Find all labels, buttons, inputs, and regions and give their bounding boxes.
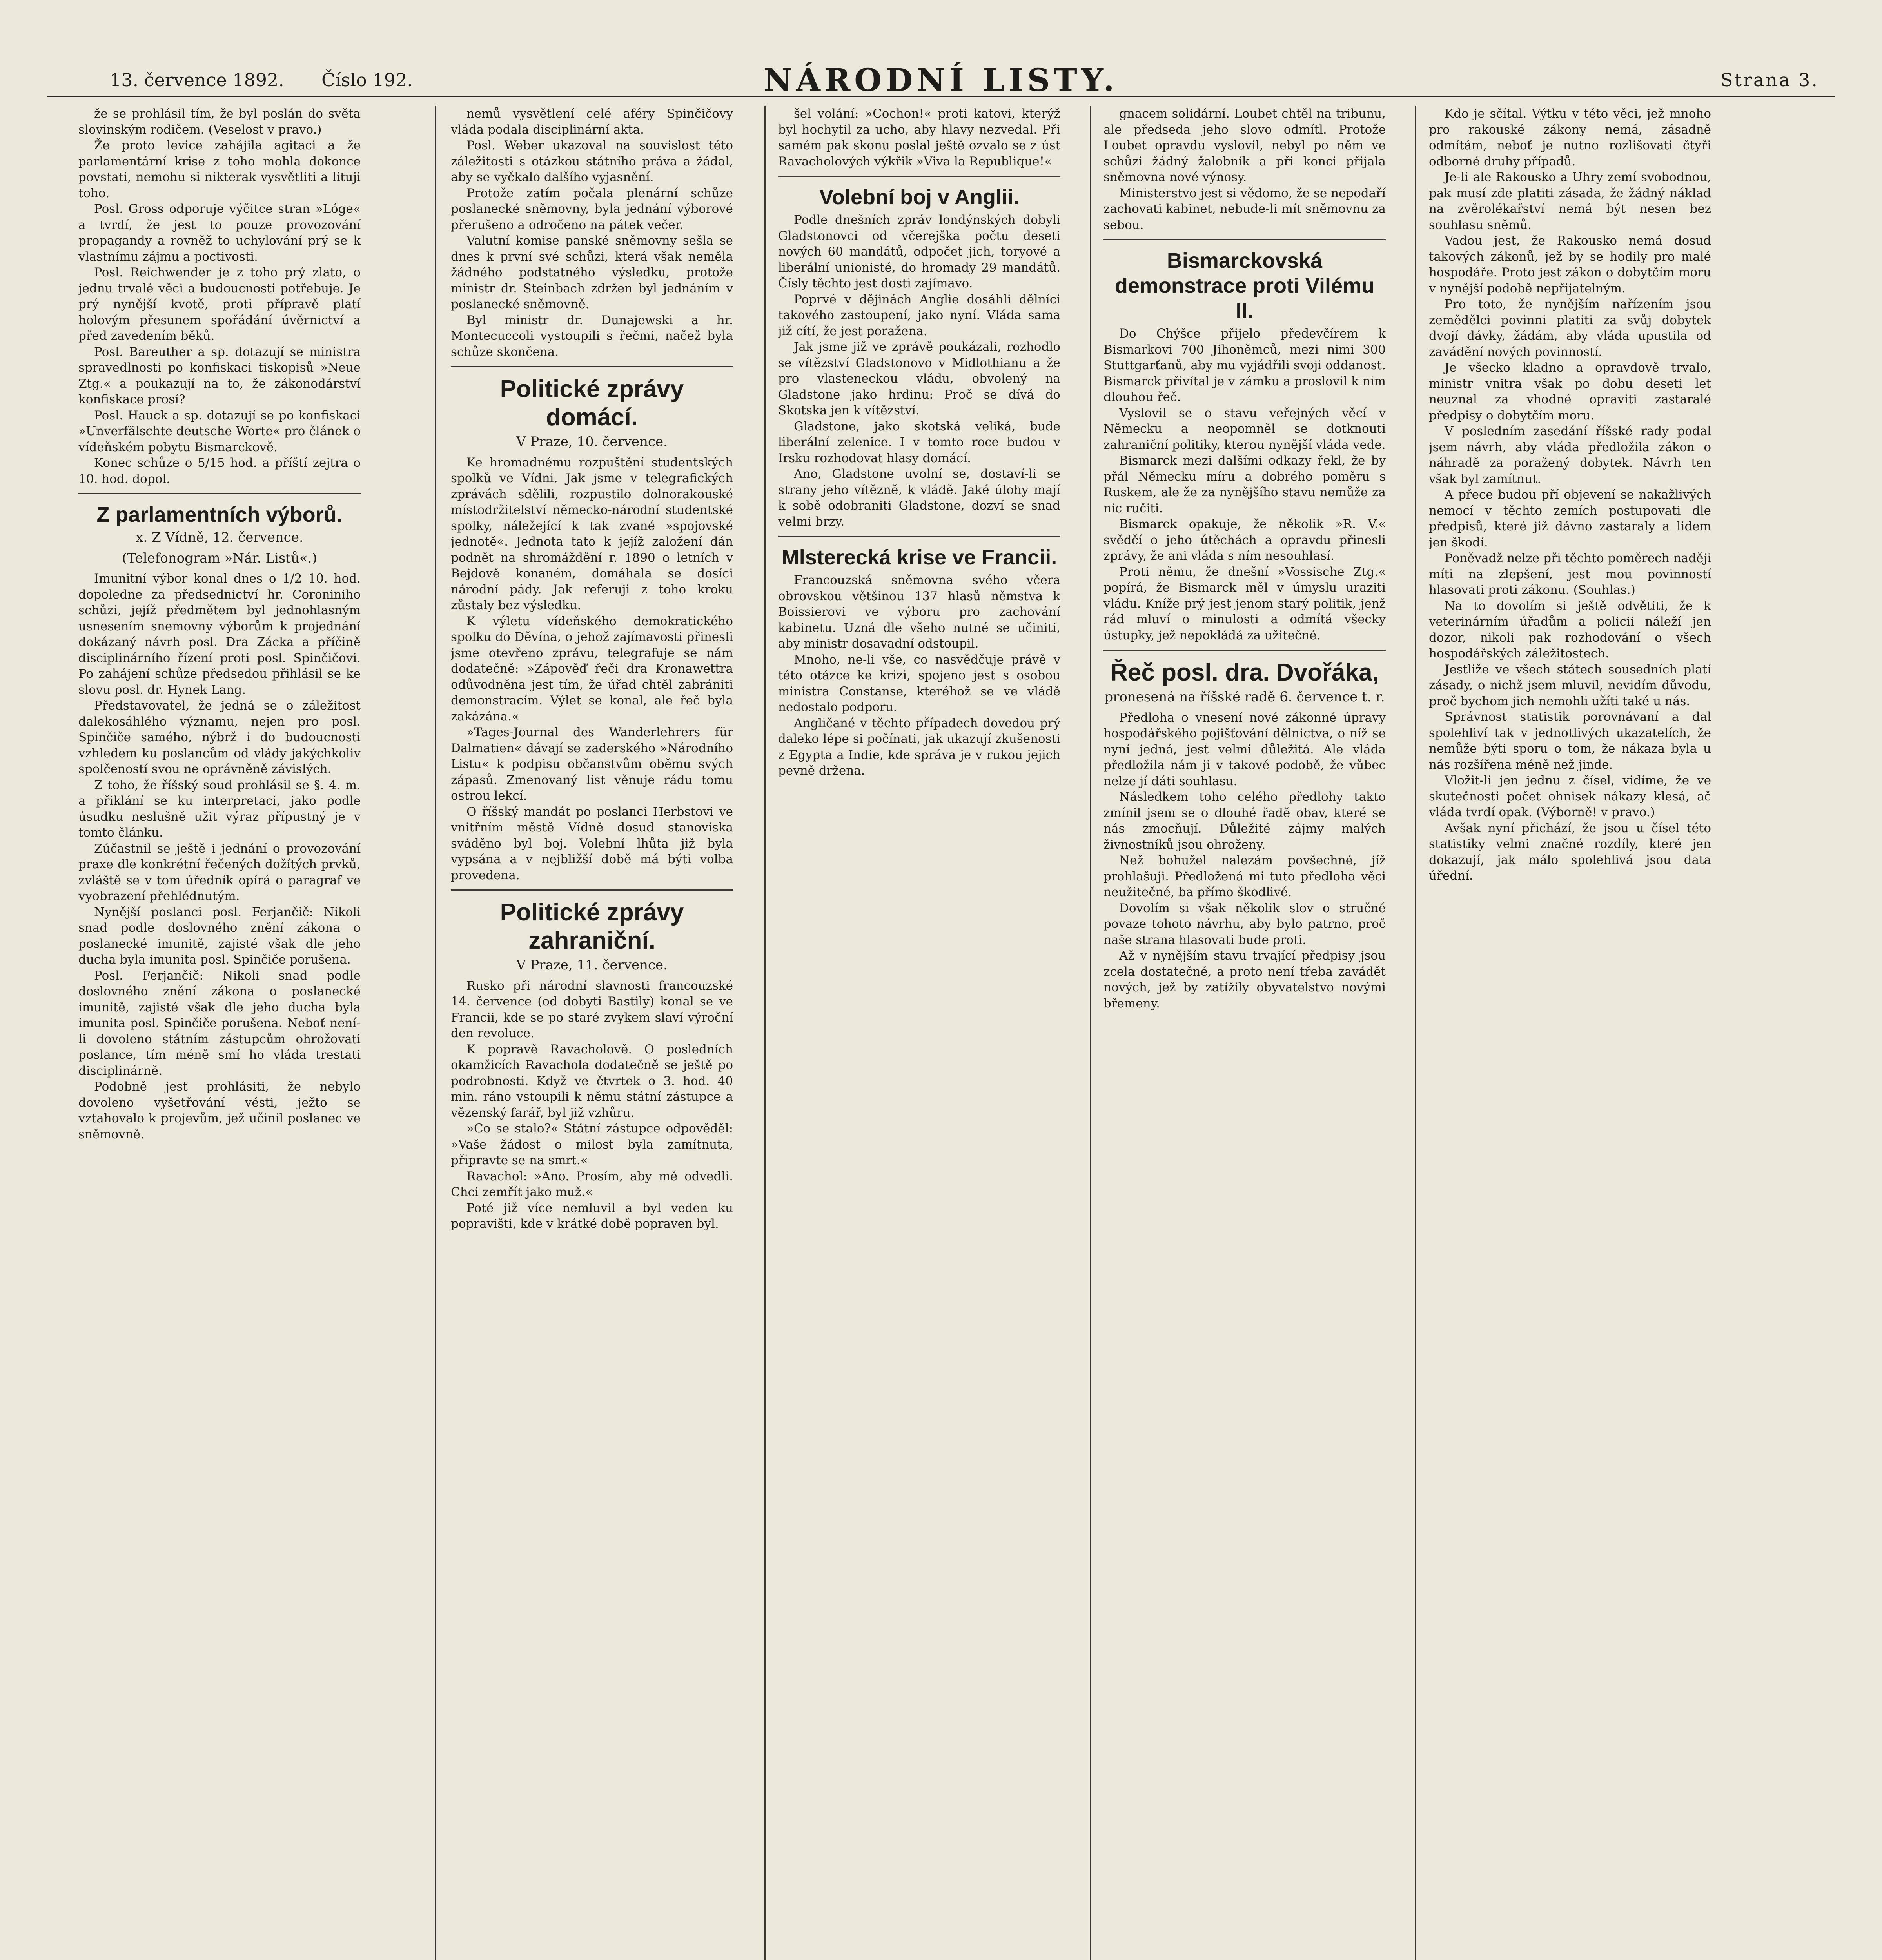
section-divider	[1103, 650, 1386, 651]
paragraph: Gladstone, jako skotská veliká, bude liberální zelenice. I v tomto roce budou v Irsku rozhodovat hlasy domácí.	[778, 419, 1060, 465]
paragraph: A přece budou pří objevení se nakažlivých nemocí v těchto zemích postupovati dle předpisů, které již dávno zastaraly a lidem jen škodí.	[1429, 488, 1711, 550]
paragraph: Pro toto, že nynějším nařízením jsou zemědělci povinni platiti za svůj dobytek dvojí dávky, žádám, aby vláda upustila od zavádění nových povinností.	[1429, 297, 1711, 359]
section-heading: Z parlamentních výborů.	[96, 503, 343, 526]
paragraph: Ravachol: »Ano. Prosím, aby mě odvedli. Chci zemřít jako muž.«	[451, 1169, 733, 1199]
paragraph: šel volání: »Cochon!« proti katovi, kterýž byl hochytil za ucho, aby hlavy nezvedal. Při samém pak skonu poslal ještě ozvalo se z úst Ravacholových výkřik »Viva la Republique!«	[778, 107, 1060, 169]
paragraph: Ke hromadnému rozpuštění studentských spolků ve Vídni. Jak jsme v telegrafických zprávách sdělili, rozpustilo dolnorakouské místodržitelství německo-národní studentské spolky, náležející k tak zvané »spojovské jednotě«. Jednota tato k jejíž založení dán podnět na shromáždění r. 1890 o letních v Bejdově konaném, domáhala se dosíci národní pády. Jak referuji z toho kroku zůstaly bez výsledku.	[451, 455, 733, 612]
dateline: x. Z Vídně, 12. července.	[136, 530, 303, 545]
paragraph: Poněvadž nelze při těchto poměrech naději míti na zlepšení, jest mou povinností hlasovati proti zákonu. (Souhlas.)	[1429, 551, 1711, 597]
paragraph: K výletu vídeňského demokratického spolku do Děvína, o jehož zajímavosti přinesli jsme otevřeno zprávu, telegrafuje se nám dodatečně: »Zápověď řeči dra Kronawettra odůvodněna jest tím, že úřad chtěl zabrániti demonstracím. Výlet se konal, ale řeč byla zakázána.«	[451, 614, 733, 724]
paragraph: Posl. Hauck a sp. dotazují se po konfiskaci »Unverfälschte deutsche Worte« pro článek o vídeňském pobytu Bismarckově.	[78, 408, 361, 454]
paragraph: Že proto levice zahájila agitaci a že parlamentární krise z toho mohla dokonce povstati, nemohu si nikterak vysvětliti a lituji toho.	[78, 138, 361, 200]
paragraph: Posl. Gross odporuje výčitce stran »Lóge« a tvrdí, že jest to pouze provozování propagandy a rovněž to uchylování prý se k vlastnímu zájmu a poctivosti.	[78, 202, 361, 264]
column-rule	[1090, 106, 1091, 1960]
issue-date: 13. července 1892.	[110, 69, 284, 91]
masthead	[47, 53, 1835, 98]
paragraph: Než bohužel nalezám povšechné, jíž prohlašuji. Předložená mi tuto předloha věci neužitečné, ba přímo škodlivé.	[1103, 853, 1386, 899]
newspaper-title: NÁRODNÍ LISTY.	[763, 62, 1118, 98]
telegram-note: (Telefonogram »Nár. Listů«.)	[122, 550, 317, 566]
paragraph: že se prohlásil tím, že byl poslán do světa slovinským rodičem. (Veselost v pravo.)	[78, 107, 361, 137]
section-heading: Politické zprávy zahraniční.	[500, 899, 684, 954]
paragraph: Ano, Gladstone uvolní se, dostaví-li se strany jeho vítězně, k vládě. Jaké úlohy mají k sobě odobraniti Gladstone, dozví se snad velmi brzy.	[778, 467, 1060, 529]
paragraph: V posledním zasedání říšské rady podal jsem návrh, aby vláda předložila zákon o náhradě za poražený dobytek. Návrh ten však byl zamítnut.	[1429, 424, 1711, 486]
paragraph: Podobně jest prohlásiti, že nebylo dovoleno vyšetřování vésti, ježto se vztahovalo k projevům, jež učinil poslanec ve sněmovně.	[78, 1080, 361, 1142]
paragraph: Na to dovolím si ještě odvětiti, že k veterinárním úřadům a policii náleží jen dozor, nikoli pak rozhodování o všech hospodářských záležitostech.	[1429, 599, 1711, 661]
paragraph: Posl. Reichwender je z toho prý zlato, o jednu trvalé věci a budoucnosti potřebuje. Je prý nynější kvotě, proti přípravě platí holovým přesunem spořádání úvěrnictví a před zavedením běků.	[78, 265, 361, 343]
column-3	[778, 106, 1060, 1960]
column-5	[1429, 106, 1711, 1960]
paragraph: Kdo je sčítal. Výtku v této věci, jež mnoho pro rakouské zákony nemá, zásadně odmítám, neboť je nutno rozlišovati čtyři odborné druhy případů.	[1429, 107, 1711, 169]
paragraph: Ministerstvo jest si vědomo, že se nepodaří zachovati kabinet, nebude-li mít sněmovnu za sebou.	[1103, 186, 1386, 232]
paragraph: O říšský mandát po poslanci Herbstovi ve vnitřním městě Vídně dosud stanoviska sváděno byl boj. Volební lhůta již byla vypsána a v nejbližší době má býti volba provedena.	[451, 804, 733, 882]
paragraph: Byl ministr dr. Dunajewski a hr. Montecuccoli vystoupili s řečmi, načež byla schůze skončena.	[451, 313, 733, 359]
section-divider	[78, 493, 361, 494]
column-rule	[1415, 106, 1416, 1960]
paragraph: Poprvé v dějinách Anglie dosáhli dělníci takového zastoupení, jako nyní. Vláda sama již cítí, že jest poražena.	[778, 292, 1060, 338]
section-divider	[778, 536, 1060, 537]
column-rule	[764, 106, 766, 1960]
paragraph: Vyslovil se o stavu veřejných věcí v Německu a neopomněl se dotknouti zahraniční politiky, kterou nynější vláda vede.	[1103, 406, 1386, 452]
paragraph: Jak jsme již ve zprávě poukázali, rozhodlo se vítězství Gladstonovo v Midlothianu a že pro vlasteneckou vládu, obvolený na Gladstone jako hrdinu: Proč se dívá do Skotska jen k vítězství.	[778, 340, 1060, 417]
paragraph: Francouzská sněmovna svého včera obrovskou většinou 137 hlasů němstva k Boissierovi ve výboru pro zachování kabinetu. Uzná dle všeho nutné se učiniti, aby ministr dosavadní odstoupil.	[778, 573, 1060, 651]
section-heading: Volební boj v Anglii.	[819, 185, 1019, 209]
paragraph: Posl. Ferjančič: Nikoli snad podle doslovného znění zákona o poslanecké imunitě, zajisté však dle jeho ducha byla imunita posl. Spinčiče porušena. Neboť není-li dovoleno státním zástupcům ohrožovati poslance, tím méně smí ho vláda trestati disciplinárně.	[78, 968, 361, 1078]
paragraph: Bismarck mezi dalšími odkazy řekl, že by přál Německu míru a dobrého poměru s Ruskem, ale že za nynějšího stavu nemůže za nic ručiti.	[1103, 454, 1386, 515]
section-divider	[1103, 239, 1386, 240]
column-1	[78, 106, 361, 1960]
paragraph: Avšak nyní přichází, že jsou u čísel této statistiky velmi značné rozdíly, které jen dokazují, jak málo spolehlivá jsou data úřední.	[1429, 821, 1711, 883]
paragraph: Je všecko kladno a opravdově trvalo, ministr vnitra však po dobu deseti let neuznal za vhodné opraviti zastaralé předpisy o dobytčím moru.	[1429, 361, 1711, 423]
issue-number: Číslo 192.	[321, 69, 413, 91]
paragraph: Dovolím si však několik slov o stručné povaze tohoto návrhu, aby bylo patrno, proč naše strana hlasovati bude proti.	[1103, 901, 1386, 947]
paragraph: Zúčastnil se ještě i jednání o provozování praxe dle konkrétní řečených dožítých prvků, zvláště se v tom úředník opírá o paragraf ve vyobrazení přehlédnutým.	[78, 841, 361, 903]
paragraph: Valutní komise panské sněmovny sešla se dnes k první své schůzi, která však neměla žádného podstatného výsledku, protože ministr dr. Steinbach zdržen byl jednáním v poslanecké sněmovně.	[451, 234, 733, 311]
paragraph: »Tages-Journal des Wanderlehrers für Dalmatien« dávají se zaderského »Národního Listu« k podpisu občanstvům oběmu svých zápasů. Zmenovaný list věnuje rádu tomu ostrou lekcí.	[451, 725, 733, 803]
section-divider	[451, 889, 733, 891]
paragraph: Je-li ale Rakousko a Uhry zemí svobodnou, pak musí zde platiti zásada, že žádný náklad na zvěrolékařství nemá být nesen bez souhlasu sněmů.	[1429, 170, 1711, 232]
paragraph: Mnoho, ne-li vše, co nasvědčuje právě v této otázce ke krizi, spojeno jest s osobou ministra Constanse, kteréhož se ve vládě nedostalo podporu.	[778, 652, 1060, 714]
paragraph: Posl. Bareuther a sp. dotazují se ministra spravedlnosti po konfiskaci tiskopisů »Neue Ztg.« a poukazují na to, že zákonodárství konfiskace prosí?	[78, 345, 361, 407]
dateline: V Praze, 11. července.	[516, 957, 668, 973]
paragraph: »Co se stalo?« Státní zástupce odpověděl: »Vaše žádost o milost byla zamítnuta, připravte se na smrt.«	[451, 1122, 733, 1167]
section-heading: Politické zprávy domácí.	[500, 376, 684, 431]
paragraph: Představovatel, že jedná se o záležitost dalekosáhlého významu, nejen pro posl. Spinčiče samého, nýbrž i do budoucnosti vzhledem ku poslancům od vlády jakýchkoliv spolčeností svou ne oprávněně závislých.	[78, 699, 361, 776]
paragraph: K popravě Ravacholově. O posledních okamžicích Ravachola dodatečně se ještě po podrobnosti. Když ve čtvrtek o 3. hod. 40 min. ráno vstoupili k němu státní zástupce a vězenský farář, byl již vzhůru.	[451, 1042, 733, 1120]
column-4	[1103, 106, 1386, 1960]
paragraph: Z toho, že říšský soud prohlásil se §. 4. m. a přiklání se ku interpretaci, jako podle úsudku neslušně užit výraz přípustný je v tomto článku.	[78, 778, 361, 840]
paragraph: Konec schůze o 5/15 hod. a příští zejtra o 10. hod. dopol.	[78, 456, 361, 486]
paragraph: Rusko při národní slavnosti francouzské 14. července (od dobyti Bastily) konal se ve Francii, kde se po staré zvykem slaví výroční den revoluce.	[451, 978, 733, 1040]
section-divider	[778, 176, 1060, 177]
paragraph: Angličané v těchto případech dovedou prý daleko lépe si počínati, jak ukazují zkušenosti z Egypta a Indie, kde správa je v rukou jejich pevně držena.	[778, 716, 1060, 778]
paragraph: Následkem toho celého předlohy takto zmínil jsem se o dlouhé řadě obav, které se nás zmocňují. Důležité zájmy malých živnostníků jsou ohroženy.	[1103, 790, 1386, 852]
section-heading: Řeč posl. dra. Dvořáka,	[1110, 659, 1379, 686]
paragraph: Poté již více nemluvil a byl veden ku popravišti, kde v krátké době popraven byl.	[451, 1201, 733, 1231]
paragraph: Předloha o vnesení nové zákonné úpravy hospodářského pojišťování dělnictva, o níž se nyní jedná, jest velmi důležitá. Ale vláda předložila nám ji v takové podobě, že vůbec nelze jí dáti souhlasu.	[1103, 710, 1386, 788]
paragraph: Do Chýšce přijelo předevčírem k Bismarkovi 700 Jihoněmců, mezi nimi 300 Stuttgarťanů, aby mu vyjádřili svoji oddanost. Bismarck přivítal je v zámku a proslovil k nim dlouhou řeč.	[1103, 327, 1386, 404]
paragraph: Až v nynějším stavu trvající předpisy jsou zcela dostatečné, a proto není třeba zavádět nových, jež by zatížily obyvatelstvo novými břemeny.	[1103, 949, 1386, 1011]
page-number: Strana 3.	[1720, 69, 1819, 91]
paragraph: Protože zatím počala plenární schůze poslanecké sněmovny, byla jednání výborové přerušeno a odročeno na pátek večer.	[451, 186, 733, 232]
column-rule	[435, 106, 436, 1960]
paragraph: Bismarck opakuje, že několik »R. V.« svědčí o jeho útěchách a opravdu přinesli zprávy, že ani vláda s ním nesouhlasí.	[1103, 517, 1386, 563]
paragraph: Posl. Weber ukazoval na souvislost této záležitosti s otázkou státního práva a žádal, aby se vyčkalo dalšího vyjasnění.	[451, 138, 733, 184]
paragraph: Vadou jest, že Rakousko nemá dosud takových zákonů, jež by se hodily pro malé hospodáře. Proto jest zákon o dobytčím moru v nynější podobě nepřijatelným.	[1429, 234, 1711, 296]
paragraph: Imunitní výbor konal dnes o 1/2 10. hod. dopoledne za předsednictví hr. Coroniniho schůzi, jejíž předmětem byl jednohlasným usnesením snemovny výborům k projednání dokázaný návrh posl. Dra Zácka a příčině disciplinárního řízení proti posl. Spinčičovi. Po zahájení schůze předsedou přihlásil se ke slovu posl. dr. Hynek Lang.	[78, 572, 361, 697]
paragraph: Podle dnešních zpráv londýnských dobyli Gladstonovci od včerejška počtu deseti nových 60 mandátů, odpočet jich, toryové a liberální unionisté, do hromady 29 mandátů. Čísly těchto jest dosti zajímavo.	[778, 213, 1060, 290]
paragraph: gnacem solidární. Loubet chtěl na tribunu, ale předseda jeho slovo odmítl. Protože Loubet opravdu vyslovil, nebyl po něm ve schůzi žádný žalobník a při konci přijala sněmovna nové výnosy.	[1103, 107, 1386, 184]
paragraph: Správnost statistik porovnávaní a dal spolehliví tak v jednotlivých ukazatelích, že nemůže býti sporu o tom, že nákaza byla u nás rozšířena méně než jinde.	[1429, 710, 1711, 772]
dateline: V Praze, 10. července.	[516, 434, 668, 450]
paragraph: Vložit-li jen jednu z čísel, vidíme, že ve skutečnosti počet ohnisek nákazy klesá, ač vláda tvrdí opak. (Výborně! v pravo.)	[1429, 773, 1711, 819]
paragraph: Jestliže ve všech státech sousedních platí zásady, o nichž jsem mluvil, nevidím důvodu, proč bychom jich nemohli užíti také u nás.	[1429, 662, 1711, 708]
paragraph: Proti němu, že dnešní »Vossische Ztg.« popírá, že Bismarck měl v úmyslu uraziti vládu. Kníže prý jest jenom starý politik, jenž rád mluví o minulosti a odmítá všecky ústupky, jež nepokládá za užitečné.	[1103, 564, 1386, 642]
section-heading: Bismarckovská demonstrace proti Vilému II.	[1114, 249, 1375, 323]
section-heading: Mlsterecká krise ve Francii.	[781, 546, 1057, 569]
dateline: pronesená na říšské radě 6. července t. r.	[1104, 689, 1385, 705]
paragraph: nemů vysvětlení celé aféry Spinčičovy vláda podala disciplinární akta.	[451, 107, 733, 137]
paragraph: Nynější poslanci posl. Ferjančič: Nikoli snad podle doslovného znění zákona o poslanecké imunitě, zajisté však dle jeho ducha byla imunita posl. Spinčiče porušena.	[78, 905, 361, 967]
section-divider	[451, 366, 733, 367]
column-2	[451, 106, 733, 1960]
